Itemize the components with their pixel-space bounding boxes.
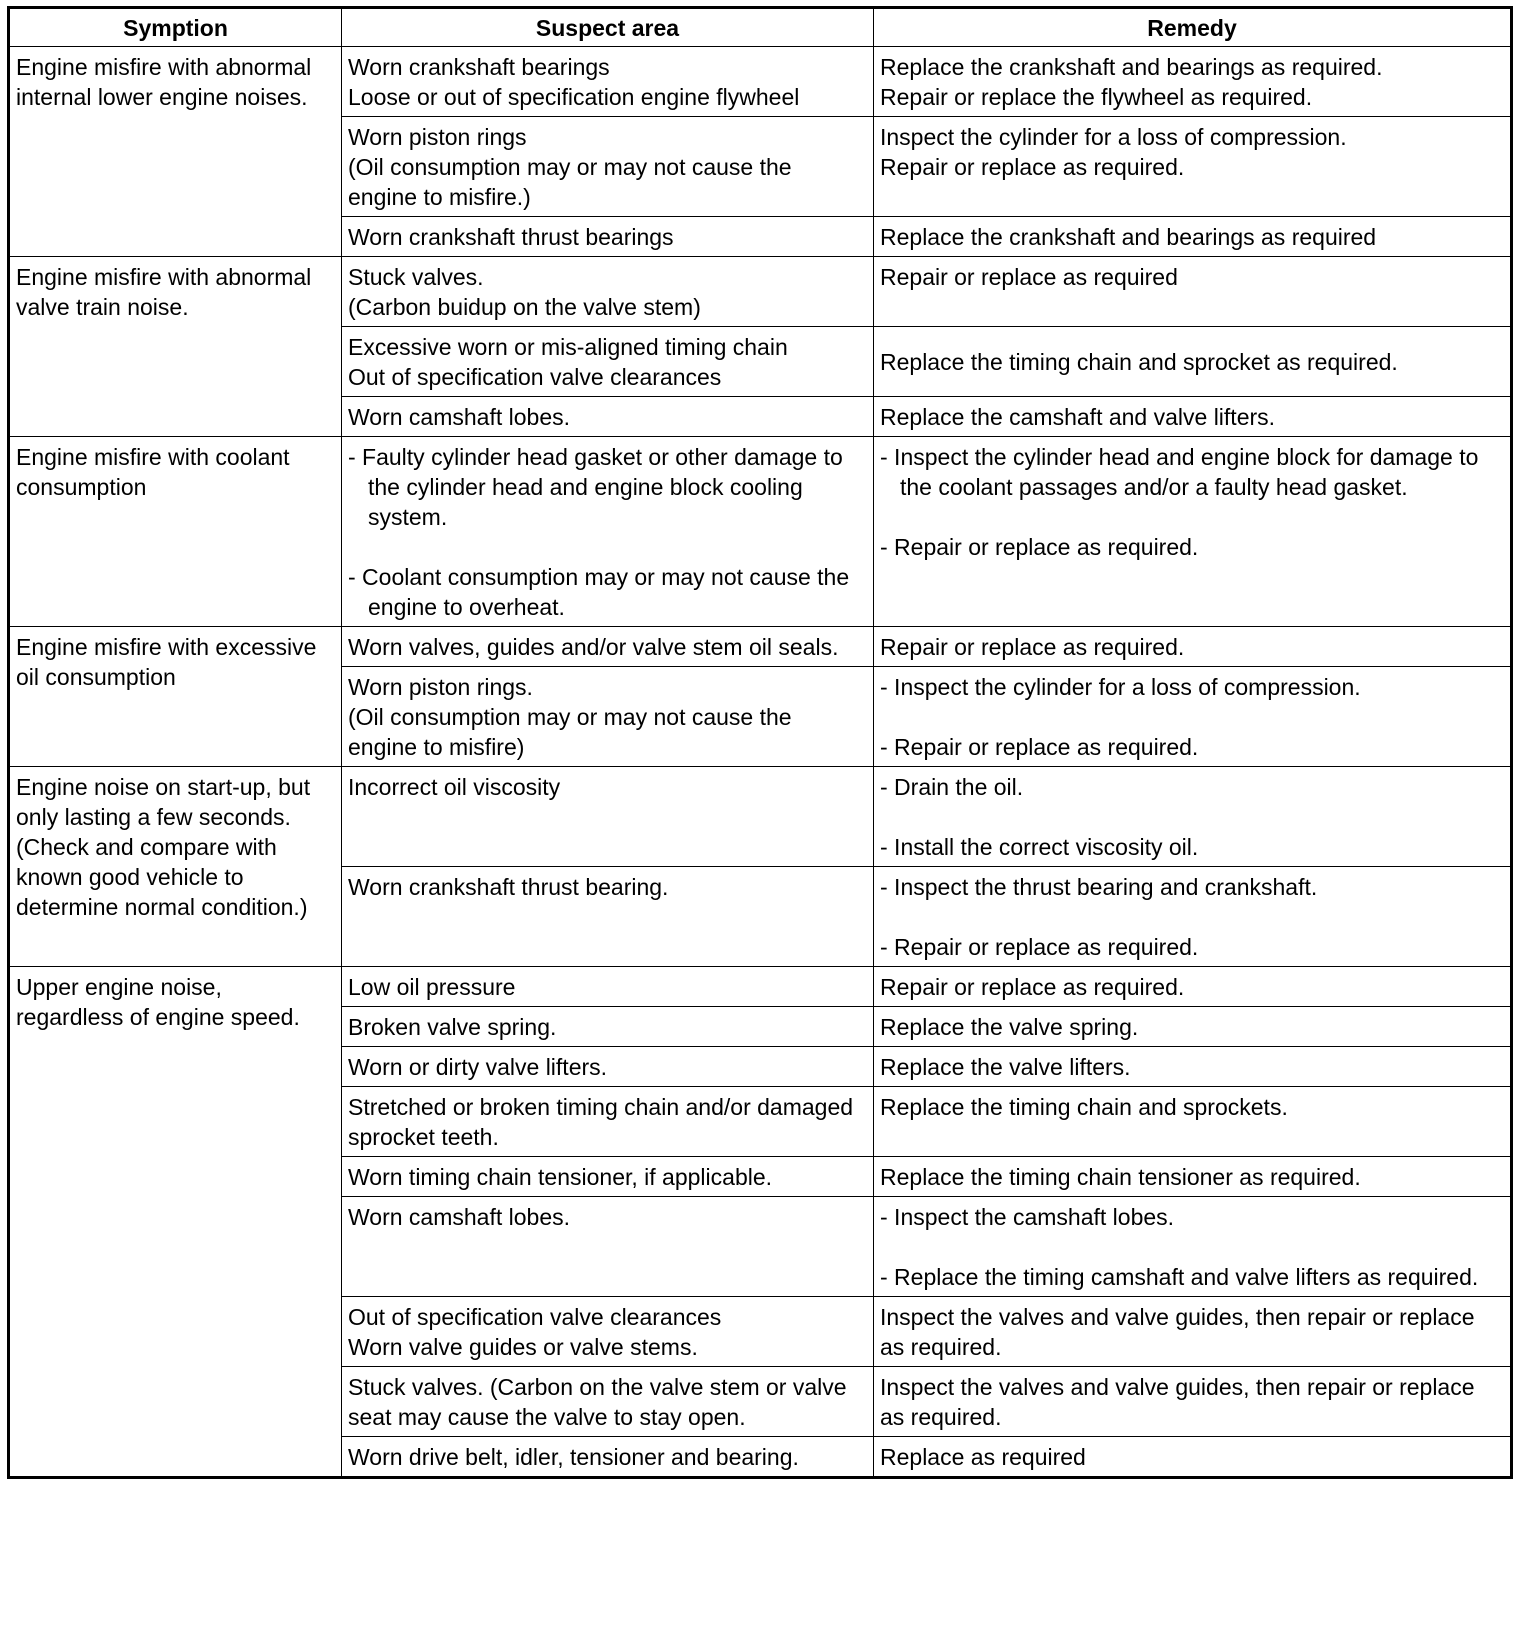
remedy-cell bbox=[874, 1197, 1512, 1297]
suspect-cell bbox=[342, 627, 874, 667]
suspect-line: (Carbon buidup on the valve stem) bbox=[348, 294, 701, 320]
remedy-cell bbox=[874, 1007, 1512, 1047]
suspect-cell bbox=[342, 967, 874, 1007]
suspect-line: Excessive worn or mis-aligned timing chain bbox=[348, 334, 788, 360]
remedy-cell bbox=[874, 1297, 1512, 1367]
suspect-cell bbox=[342, 1157, 874, 1197]
suspect-line: Broken valve spring. bbox=[348, 1014, 557, 1040]
suspect-cell bbox=[342, 397, 874, 437]
suspect-line: Loose or out of specification engine flywheel bbox=[348, 84, 800, 110]
suspect-cell bbox=[342, 767, 874, 867]
remedy-bullet: - Inspect the cylinder head and engine block for damage to the coolant passages and/or a faulty head gasket. bbox=[880, 444, 1479, 500]
suspect-line: Worn crankshaft bearings bbox=[348, 54, 610, 80]
suspect-bullet: - Coolant consumption may or may not cause the engine to overheat. bbox=[348, 564, 850, 620]
suspect-cell bbox=[342, 1047, 874, 1087]
remedy-line: Replace the timing chain and sprocket as required. bbox=[880, 349, 1398, 375]
suspect-line: (Oil consumption may or may not cause the engine to misfire.) bbox=[348, 154, 792, 210]
suspect-cell bbox=[342, 1367, 874, 1437]
suspect-line: Worn crankshaft thrust bearings bbox=[348, 224, 674, 250]
suspect-cell bbox=[342, 47, 874, 117]
symptom-cell: Engine misfire with abnormal internal lower engine noises. bbox=[9, 47, 342, 257]
remedy-cell bbox=[874, 47, 1512, 117]
remedy-cell bbox=[874, 1367, 1512, 1437]
suspect-cell bbox=[342, 117, 874, 217]
suspect-cell bbox=[342, 1007, 874, 1047]
remedy-cell bbox=[874, 967, 1512, 1007]
remedy-bullet: - Inspect the thrust bearing and crankshaft. bbox=[880, 874, 1318, 900]
suspect-cell bbox=[342, 1437, 874, 1478]
remedy-cell bbox=[874, 627, 1512, 667]
remedy-bullet: - Drain the oil. bbox=[880, 774, 1024, 800]
remedy-cell bbox=[874, 667, 1512, 767]
remedy-line: Repair or replace as required. bbox=[880, 154, 1185, 180]
remedy-bullet: - Inspect the cylinder for a loss of compression. bbox=[880, 674, 1361, 700]
remedy-cell bbox=[874, 867, 1512, 967]
remedy-cell bbox=[874, 437, 1512, 627]
suspect-line: Worn or dirty valve lifters. bbox=[348, 1054, 608, 1080]
symptom-cell: Engine misfire with abnormal valve train noise. bbox=[9, 257, 342, 437]
suspect-cell bbox=[342, 327, 874, 397]
remedy-cell bbox=[874, 397, 1512, 437]
remedy-line: Repair or replace as required. bbox=[880, 634, 1185, 660]
symptom-cell: Engine misfire with excessive oil consumption bbox=[9, 627, 342, 767]
remedy-line: Replace the valve lifters. bbox=[880, 1054, 1131, 1080]
suspect-cell bbox=[342, 1087, 874, 1157]
header-remedy: Remedy bbox=[874, 8, 1512, 47]
remedy-bullet: - Repair or replace as required. bbox=[880, 534, 1199, 560]
suspect-cell bbox=[342, 1197, 874, 1297]
remedy-line: Inspect the cylinder for a loss of compression. bbox=[880, 124, 1347, 150]
suspect-line: Low oil pressure bbox=[348, 974, 516, 1000]
suspect-line: Worn crankshaft thrust bearing. bbox=[348, 874, 669, 900]
table-row bbox=[9, 627, 1512, 667]
suspect-line: Incorrect oil viscosity bbox=[348, 774, 561, 800]
remedy-line: Replace the crankshaft and bearings as required. bbox=[880, 54, 1383, 80]
remedy-line: Replace the timing chain tensioner as required. bbox=[880, 1164, 1361, 1190]
remedy-cell bbox=[874, 1157, 1512, 1197]
suspect-cell bbox=[342, 437, 874, 627]
remedy-line: Replace the crankshaft and bearings as required bbox=[880, 224, 1377, 250]
remedy-cell bbox=[874, 1087, 1512, 1157]
remedy-cell bbox=[874, 1047, 1512, 1087]
suspect-bullet: - Faulty cylinder head gasket or other damage to the cylinder head and engine block cooling system. bbox=[348, 444, 843, 530]
suspect-line: Worn piston rings bbox=[348, 124, 527, 150]
remedy-line: Inspect the valves and valve guides, then repair or replace as required. bbox=[880, 1374, 1475, 1430]
symptom-cell: Engine noise on start-up, but only lasting a few seconds. (Check and compare with known good vehicle to determine normal condition.) bbox=[9, 767, 342, 967]
remedy-cell bbox=[874, 767, 1512, 867]
remedy-bullet: - Install the correct viscosity oil. bbox=[880, 834, 1199, 860]
suspect-line: Worn camshaft lobes. bbox=[348, 1204, 571, 1230]
remedy-cell bbox=[874, 217, 1512, 257]
suspect-cell bbox=[342, 1297, 874, 1367]
suspect-line: Out of specification valve clearances bbox=[348, 1304, 722, 1330]
remedy-line: Replace as required bbox=[880, 1444, 1086, 1470]
diagnosis-table bbox=[7, 6, 1513, 1479]
suspect-line: Worn drive belt, idler, tensioner and bearing. bbox=[348, 1444, 799, 1470]
remedy-cell bbox=[874, 117, 1512, 217]
suspect-cell bbox=[342, 257, 874, 327]
remedy-cell bbox=[874, 257, 1512, 327]
suspect-line: Worn timing chain tensioner, if applicable. bbox=[348, 1164, 773, 1190]
suspect-cell bbox=[342, 217, 874, 257]
remedy-bullet: - Repair or replace as required. bbox=[880, 734, 1199, 760]
suspect-line: Worn camshaft lobes. bbox=[348, 404, 571, 430]
symptom-cell: Engine misfire with coolant consumption bbox=[9, 437, 342, 627]
table-row bbox=[9, 437, 1512, 627]
suspect-line: Stuck valves. bbox=[348, 264, 484, 290]
symptom-cell: Upper engine noise, regardless of engine speed. bbox=[9, 967, 342, 1478]
suspect-line: (Oil consumption may or may not cause the engine to misfire) bbox=[348, 704, 792, 760]
suspect-line: Stretched or broken timing chain and/or damaged sprocket teeth. bbox=[348, 1094, 854, 1150]
suspect-line: Stuck valves. (Carbon on the valve stem or valve seat may cause the valve to stay open. bbox=[348, 1374, 847, 1430]
remedy-line: Repair or replace the flywheel as required. bbox=[880, 84, 1313, 110]
header-symptom: Symption bbox=[9, 8, 342, 47]
header-row bbox=[9, 8, 1512, 47]
remedy-line: Replace the camshaft and valve lifters. bbox=[880, 404, 1276, 430]
remedy-bullet: - Inspect the camshaft lobes. bbox=[880, 1204, 1175, 1230]
table-row bbox=[9, 767, 1512, 867]
table-row bbox=[9, 257, 1512, 327]
suspect-line: Worn piston rings. bbox=[348, 674, 533, 700]
suspect-cell bbox=[342, 867, 874, 967]
table-row bbox=[9, 47, 1512, 117]
remedy-bullet: - Repair or replace as required. bbox=[880, 934, 1199, 960]
header-suspect-area: Suspect area bbox=[342, 8, 874, 47]
suspect-line: Worn valves, guides and/or valve stem oil seals. bbox=[348, 634, 839, 660]
remedy-cell bbox=[874, 327, 1512, 397]
remedy-line: Repair or replace as required bbox=[880, 264, 1178, 290]
suspect-line: Out of specification valve clearances bbox=[348, 364, 722, 390]
remedy-line: Replace the valve spring. bbox=[880, 1014, 1139, 1040]
troubleshooting-page bbox=[7, 6, 1510, 1479]
remedy-line: Replace the timing chain and sprockets. bbox=[880, 1094, 1288, 1120]
remedy-bullet: - Replace the timing camshaft and valve lifters as required. bbox=[880, 1264, 1479, 1290]
remedy-cell bbox=[874, 1437, 1512, 1478]
remedy-line: Repair or replace as required. bbox=[880, 974, 1185, 1000]
table-row bbox=[9, 967, 1512, 1007]
suspect-line: Worn valve guides or valve stems. bbox=[348, 1334, 698, 1360]
suspect-cell bbox=[342, 667, 874, 767]
remedy-line: Inspect the valves and valve guides, then repair or replace as required. bbox=[880, 1304, 1475, 1360]
